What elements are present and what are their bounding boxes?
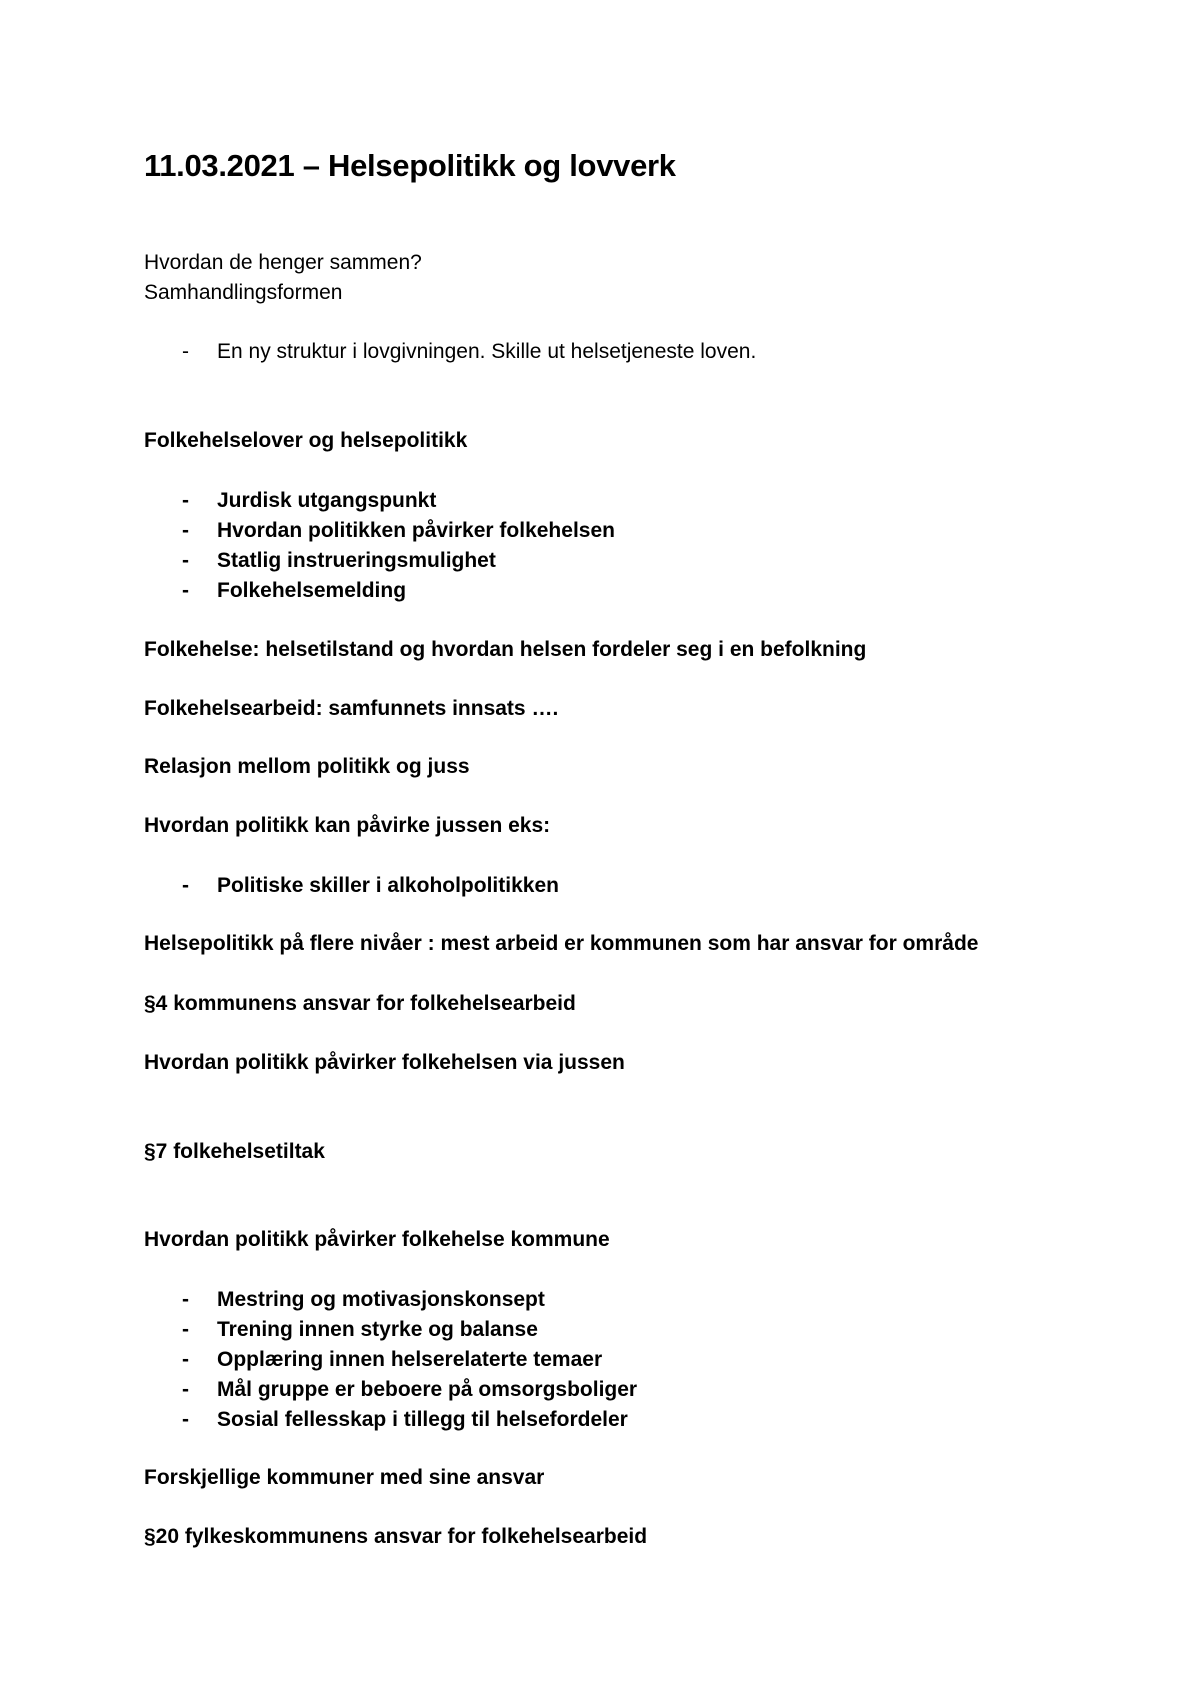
list-item-text: En ny struktur i lovgivningen. Skille ut helsetjeneste loven. (217, 340, 757, 363)
paragraph-folkehelsearbeid: Folkehelsearbeid: samfunnets innsats …. (144, 697, 559, 720)
dash-marker: - (182, 1378, 189, 1401)
dash-marker: - (182, 1288, 189, 1311)
list-item-text: Sosial fellesskap i tillegg til helsefordeler (217, 1408, 628, 1431)
list-item-text: Mål gruppe er beboere på omsorgsboliger (217, 1378, 638, 1401)
dash-marker: - (182, 489, 189, 512)
intro-question: Hvordan de henger sammen? (144, 251, 422, 274)
list-item-text: Statlig instrueringsmulighet (217, 549, 496, 572)
list-item-text: Trening innen styrke og balanse (217, 1318, 538, 1341)
paragraph-section20: §20 fylkeskommunens ansvar for folkehelsearbeid (144, 1525, 648, 1548)
paragraph-via-jussen: Hvordan politikk påvirker folkehelsen via jussen (144, 1051, 625, 1074)
dash-marker: - (182, 579, 189, 602)
list-item-text: Folkehelsemelding (217, 579, 407, 602)
dash-marker: - (182, 519, 189, 542)
dash-marker: - (182, 1318, 189, 1341)
dash-marker: - (182, 874, 189, 897)
list-item-text: Opplæring innen helserelaterte temaer (217, 1348, 603, 1371)
section-heading-folkehelselover: Folkehelselover og helsepolitikk (144, 429, 468, 452)
paragraph-nivaer: Helsepolitikk på flere nivåer : mest arbeid er kommunen som har ansvar for område (144, 932, 979, 955)
paragraph-kommune: Hvordan politikk påvirker folkehelse kommune (144, 1228, 610, 1251)
dash-marker: - (182, 1348, 189, 1371)
list-item-text: Hvordan politikken påvirker folkehelsen (217, 519, 615, 542)
paragraph-folkehelse: Folkehelse: helsetilstand og hvordan helsen fordeler seg i en befolkning (144, 638, 867, 661)
list-item-text: Politiske skiller i alkoholpolitikken (217, 874, 559, 897)
intro-label: Samhandlingsformen (144, 281, 343, 304)
dash-marker: - (182, 1408, 189, 1431)
document-title: 11.03.2021 – Helsepolitikk og lovverk (144, 148, 676, 183)
paragraph-section7: §7 folkehelsetiltak (144, 1140, 325, 1163)
list-item-text: Jurdisk utgangspunkt (217, 489, 437, 512)
dash-marker: - (182, 340, 189, 363)
list-item-text: Mestring og motivasjonskonsept (217, 1288, 545, 1311)
paragraph-relasjon: Relasjon mellom politikk og juss (144, 755, 470, 778)
paragraph-hvordan-jussen: Hvordan politikk kan påvirke jussen eks: (144, 814, 551, 837)
dash-marker: - (182, 549, 189, 572)
paragraph-section4: §4 kommunens ansvar for folkehelsearbeid (144, 992, 576, 1015)
paragraph-forskjellige: Forskjellige kommuner med sine ansvar (144, 1466, 545, 1489)
